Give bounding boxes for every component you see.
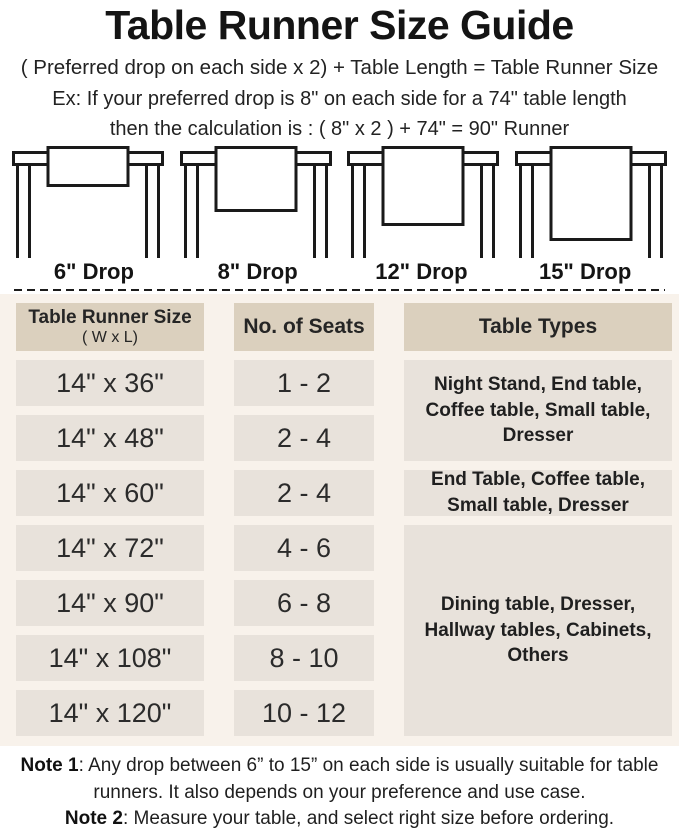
header-runner-size — [16, 303, 204, 351]
size-cell: 14" x 108" — [16, 635, 204, 681]
size-cell: 14" x 60" — [16, 470, 204, 516]
table-runner-12-drop-icon — [347, 146, 499, 258]
header-runner-size-subtitle: ( W x L) — [82, 329, 138, 347]
size-cell: 14" x 72" — [16, 525, 204, 571]
seats-cell: 4 - 6 — [234, 525, 374, 571]
size-cell: 14" x 48" — [16, 415, 204, 461]
example-line-1: Ex: If your preferred drop is 8" on each side for a 74" table length — [52, 88, 627, 110]
header-table-types: Table Types — [404, 303, 672, 351]
header-runner-size-title: Table Runner Size — [28, 307, 192, 329]
size-cell: 14" x 120" — [16, 690, 204, 736]
drop-labels-row — [0, 259, 679, 285]
dashed-divider — [14, 289, 665, 291]
size-table — [16, 303, 672, 736]
note-2-label: Note 2 — [64, 808, 123, 830]
size-guide-page — [0, 2, 679, 828]
drop-label-15: 15" Drop — [538, 259, 632, 284]
drop-label-6: 6" Drop — [53, 259, 134, 284]
size-cell: 14" x 36" — [16, 360, 204, 406]
note-2-text: : Measure your table, and select right size before ordering. — [122, 808, 615, 830]
formula-line: ( Preferred drop on each side x 2) + Table Length = Table Runner Size — [20, 56, 659, 79]
seats-cell: 1 - 2 — [234, 360, 374, 406]
note-1-text: : Any drop between 6” to 15” on each side is usually suitable for table runners. It also depends on your preference and use case. — [78, 755, 659, 803]
seats-cell: 10 - 12 — [234, 690, 374, 736]
seats-cell: 8 - 10 — [234, 635, 374, 681]
notes — [0, 753, 679, 833]
seats-cell: 6 - 8 — [234, 580, 374, 626]
seats-cell: 2 - 4 — [234, 470, 374, 516]
table-types-cell-large: Dining table, Dresser, Hallway tables, Cabinets, Others — [404, 525, 672, 736]
table-runner-8-drop-icon — [180, 146, 332, 258]
drop-label-12: 12" Drop — [375, 259, 468, 284]
drop-label-8: 8" Drop — [217, 259, 298, 284]
size-cell: 14" x 90" — [16, 580, 204, 626]
drop-illustrations — [0, 146, 679, 258]
size-table-section — [0, 294, 679, 746]
note-1-label: Note 1 — [20, 755, 79, 776]
example-line-2: then the calculation is : ( 8" x 2 ) + 74" = 90" Runner — [109, 118, 570, 140]
header-seats: No. of Seats — [234, 303, 374, 351]
page-title: Table Runner Size Guide — [105, 2, 574, 48]
table-types-cell-medium: End Table, Coffee table, Small table, Dresser — [404, 470, 672, 516]
seats-cell: 2 - 4 — [234, 415, 374, 461]
note-2 — [4, 806, 675, 833]
table-runner-15-drop-icon — [515, 146, 667, 258]
table-types-cell-small: Night Stand, End table, Coffee table, Small table, Dresser — [404, 360, 672, 461]
note-1 — [4, 753, 675, 806]
table-runner-6-drop-icon — [12, 146, 164, 258]
